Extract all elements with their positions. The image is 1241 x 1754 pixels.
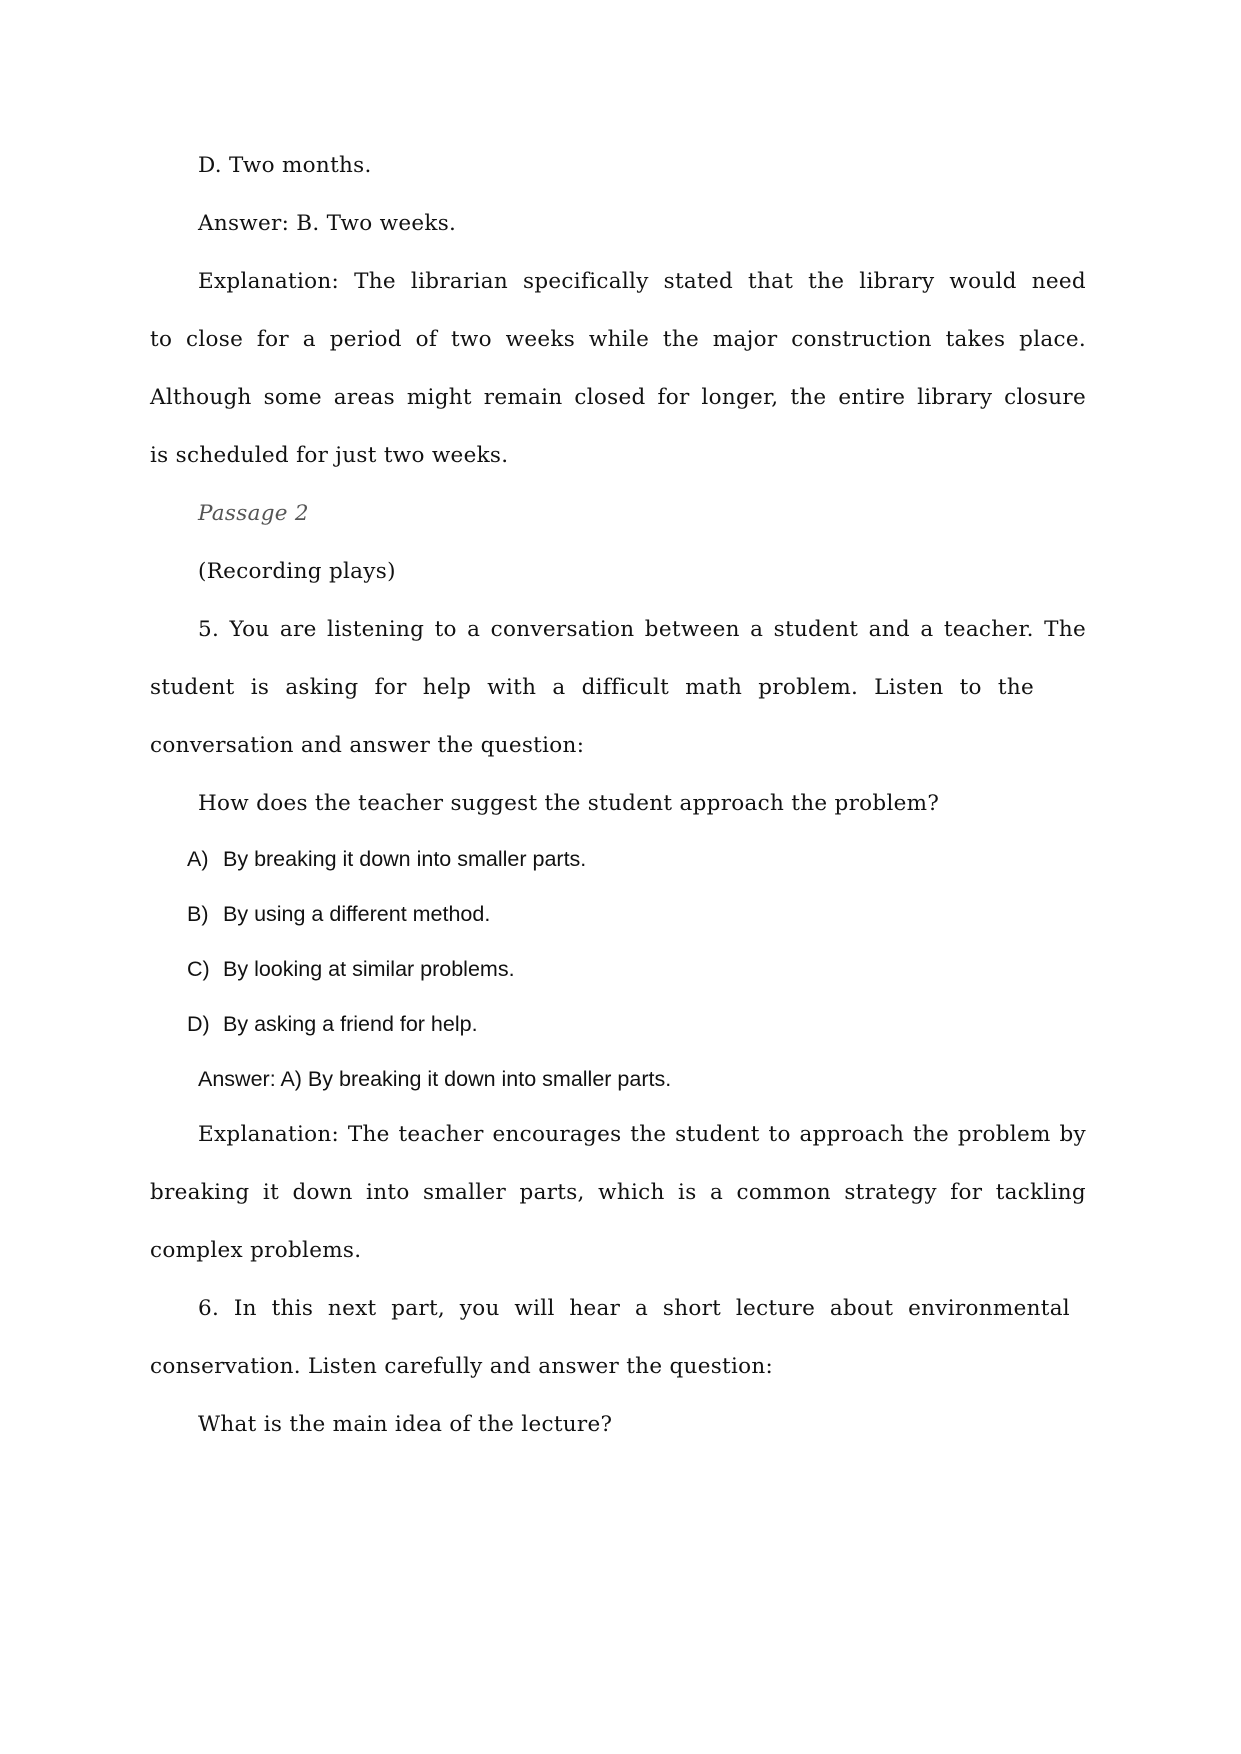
q5-option-d: [187, 1009, 478, 1039]
q5-explanation-line-1: Explanation: The teacher encourages the student to approach the problem by: [198, 1122, 1086, 1147]
q4-explanation-line-3: Although some areas might remain closed for longer, the entire library closure: [150, 385, 1086, 410]
option-text: By breaking it down into smaller parts.: [223, 847, 587, 871]
option-letter: D): [187, 1012, 210, 1036]
option-letter: C): [187, 957, 210, 981]
option-letter: A): [187, 847, 209, 871]
q5-prompt-line-3: conversation and answer the question:: [150, 733, 585, 758]
q4-option-d: D. Two months.: [198, 153, 372, 178]
q5-question: How does the teacher suggest the student approach the problem?: [198, 791, 940, 816]
option-text: By looking at similar problems.: [223, 957, 515, 981]
q6-question: What is the main idea of the lecture?: [198, 1412, 613, 1437]
recording-plays-note: (Recording plays): [198, 559, 396, 584]
passage-heading: Passage 2: [198, 501, 309, 526]
q5-option-a: [187, 844, 586, 874]
q4-explanation-line-2: to close for a period of two weeks while the major construction takes place.: [150, 327, 1086, 352]
q4-explanation-line-4: is scheduled for just two weeks.: [150, 443, 509, 468]
q5-explanation-line-2: breaking it down into smaller parts, which is a common strategy for tackling: [150, 1180, 1086, 1205]
q5-answer: Answer: A) By breaking it down into smaller parts.: [198, 1067, 672, 1091]
q5-option-b: [187, 899, 490, 929]
q6-prompt-line-1: 6. In this next part, you will hear a short lecture about environmental: [198, 1296, 1070, 1321]
q5-option-c: [187, 954, 515, 984]
q6-prompt-line-2: conservation. Listen carefully and answer the question:: [150, 1354, 774, 1379]
option-text: By asking a friend for help.: [223, 1012, 478, 1036]
option-letter: B): [187, 902, 209, 926]
q4-explanation-line-1: Explanation: The librarian specifically stated that the library would need: [198, 269, 1086, 294]
q5-explanation-line-3: complex problems.: [150, 1238, 362, 1263]
q4-answer: Answer: B. Two weeks.: [198, 211, 457, 236]
q5-prompt-line-1: 5. You are listening to a conversation between a student and a teacher. The: [198, 617, 1086, 642]
q5-prompt-line-2: student is asking for help with a difficult math problem. Listen to the: [150, 675, 1034, 700]
option-text: By using a different method.: [223, 902, 491, 926]
